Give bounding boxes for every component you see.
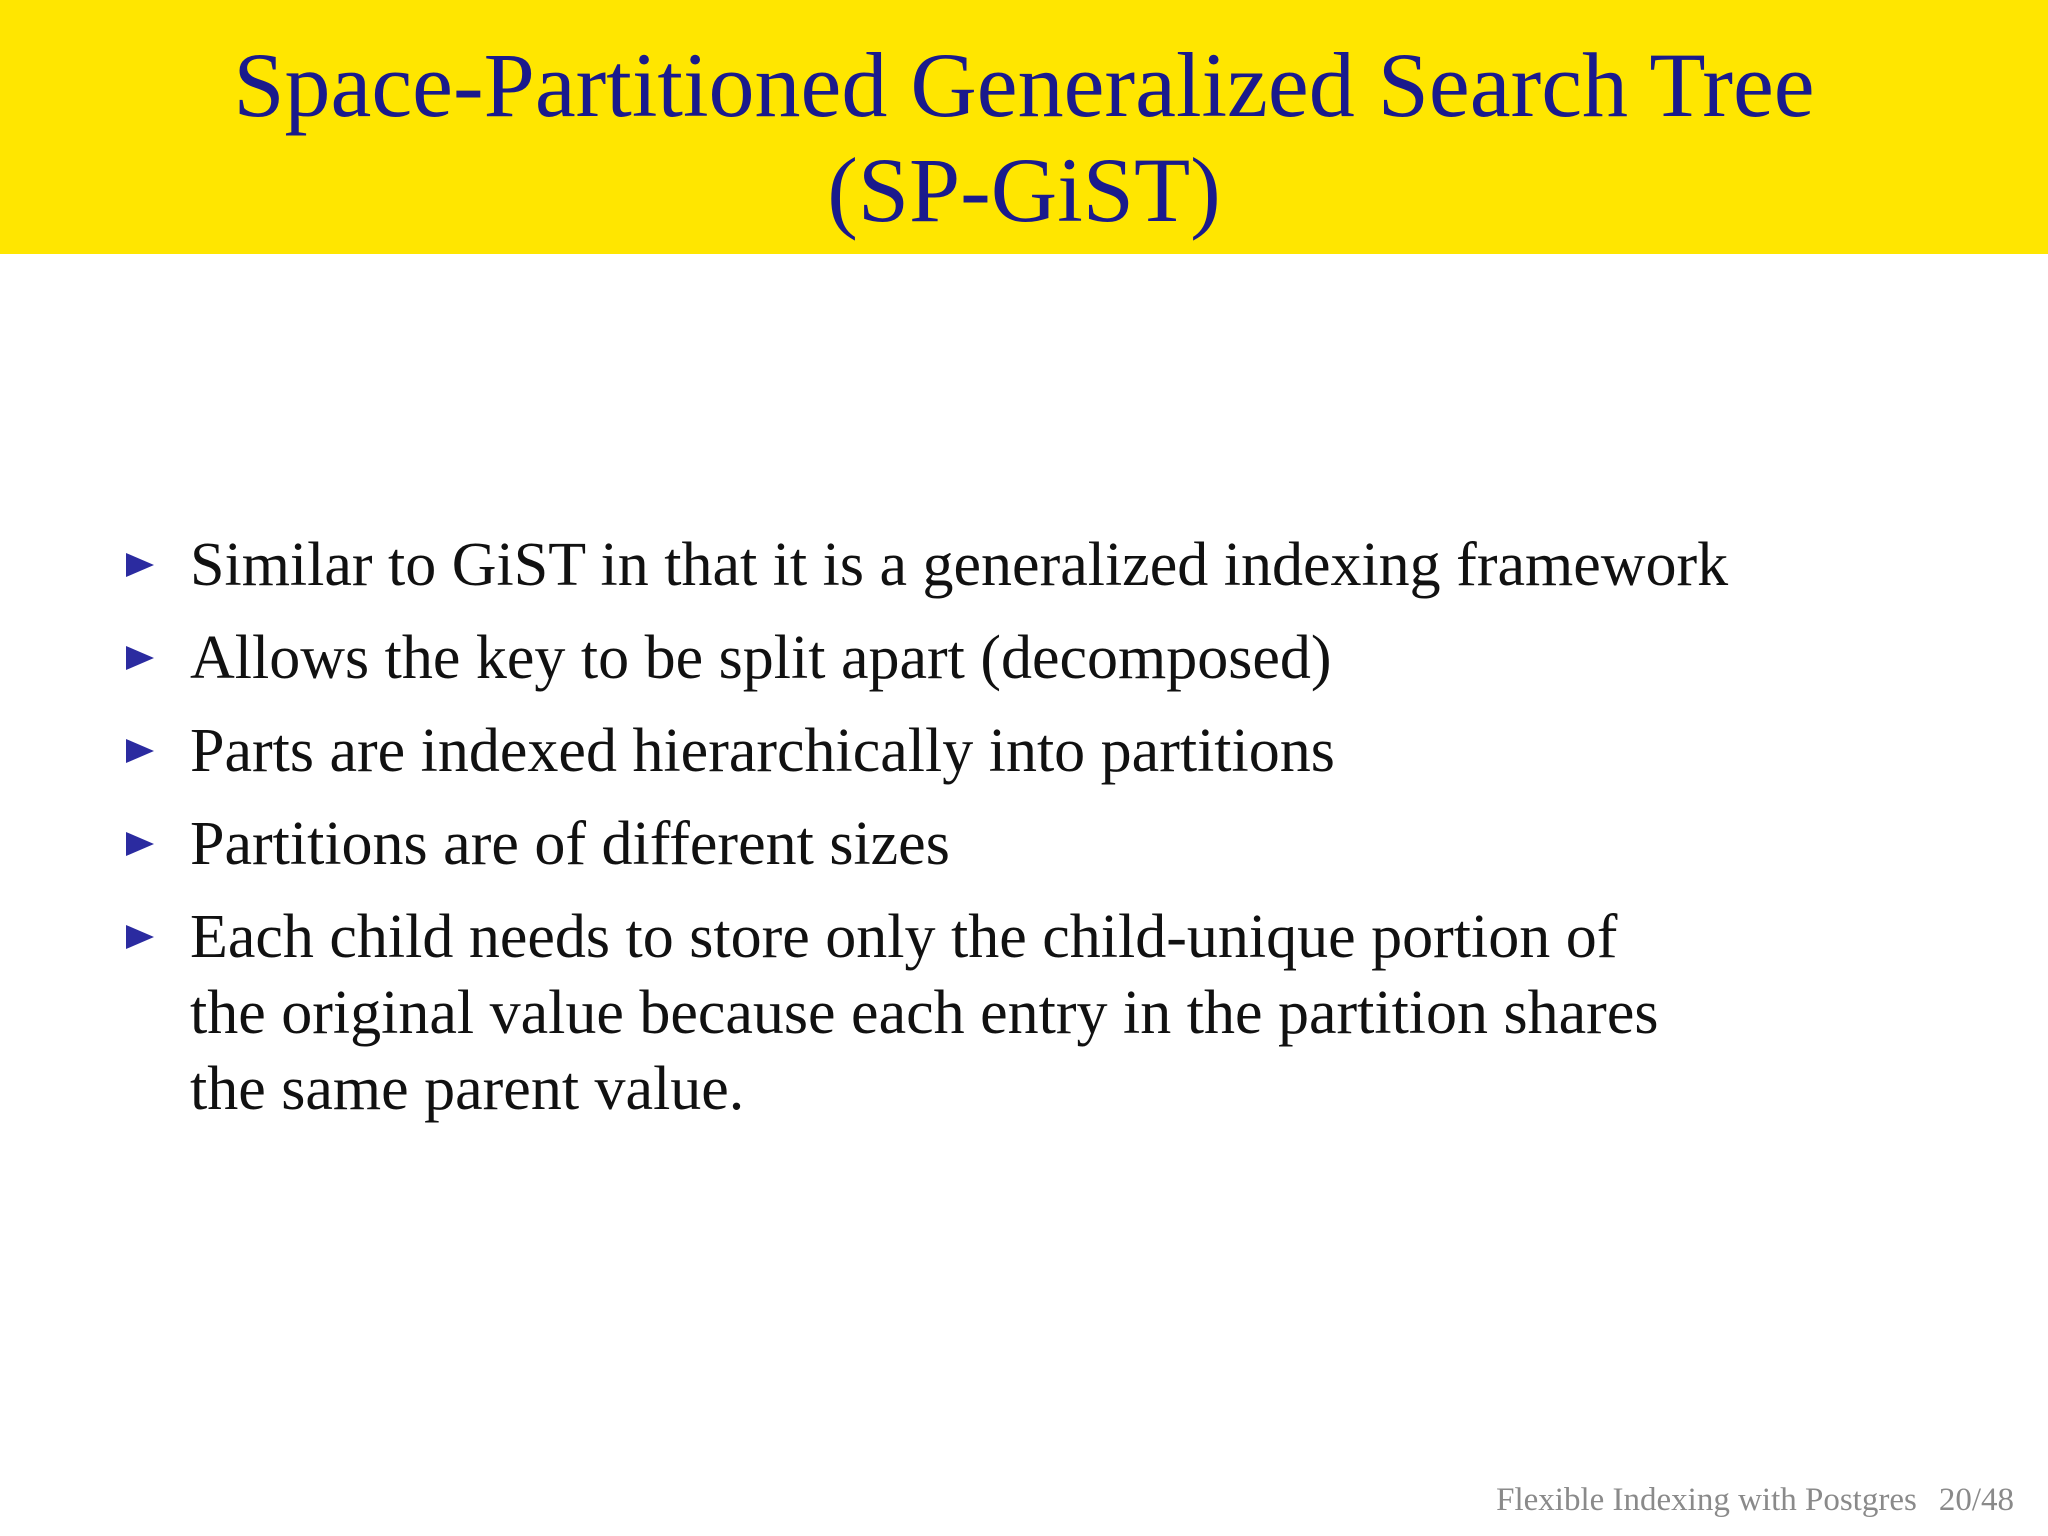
triangle-right-icon (126, 553, 154, 577)
triangle-right-icon (126, 832, 154, 856)
slide-title-line-1: Space-Partitioned Generalized Search Tree (233, 34, 1815, 136)
triangle-right-icon (126, 646, 154, 670)
triangle-right-icon (126, 739, 154, 763)
bullet-text-line: the same parent value. (190, 1055, 745, 1123)
bullet-text: Allows the key to be split apart (decomposed) (190, 624, 1332, 692)
bullet-text-multiline (190, 899, 1930, 1127)
footer-title: Flexible Indexing with Postgres (1496, 1482, 1917, 1518)
bullet-text: Partitions are of different sizes (190, 810, 950, 878)
page-number: 20/48 (1938, 1482, 2014, 1518)
bullet-text: Parts are indexed hierarchically into partitions (190, 717, 1335, 785)
triangle-right-icon (126, 925, 154, 949)
slide-title-line-2: (SP-GiST) (827, 139, 1221, 241)
bullet-text: Similar to GiST in that it is a generalized indexing framework (190, 531, 1729, 599)
bullet-text-line: the original value because each entry in the partition shares (190, 979, 1659, 1047)
bullet-text-line: Each child needs to store only the child-unique portion of (190, 903, 1618, 971)
slide-footer (1496, 1480, 2014, 1520)
